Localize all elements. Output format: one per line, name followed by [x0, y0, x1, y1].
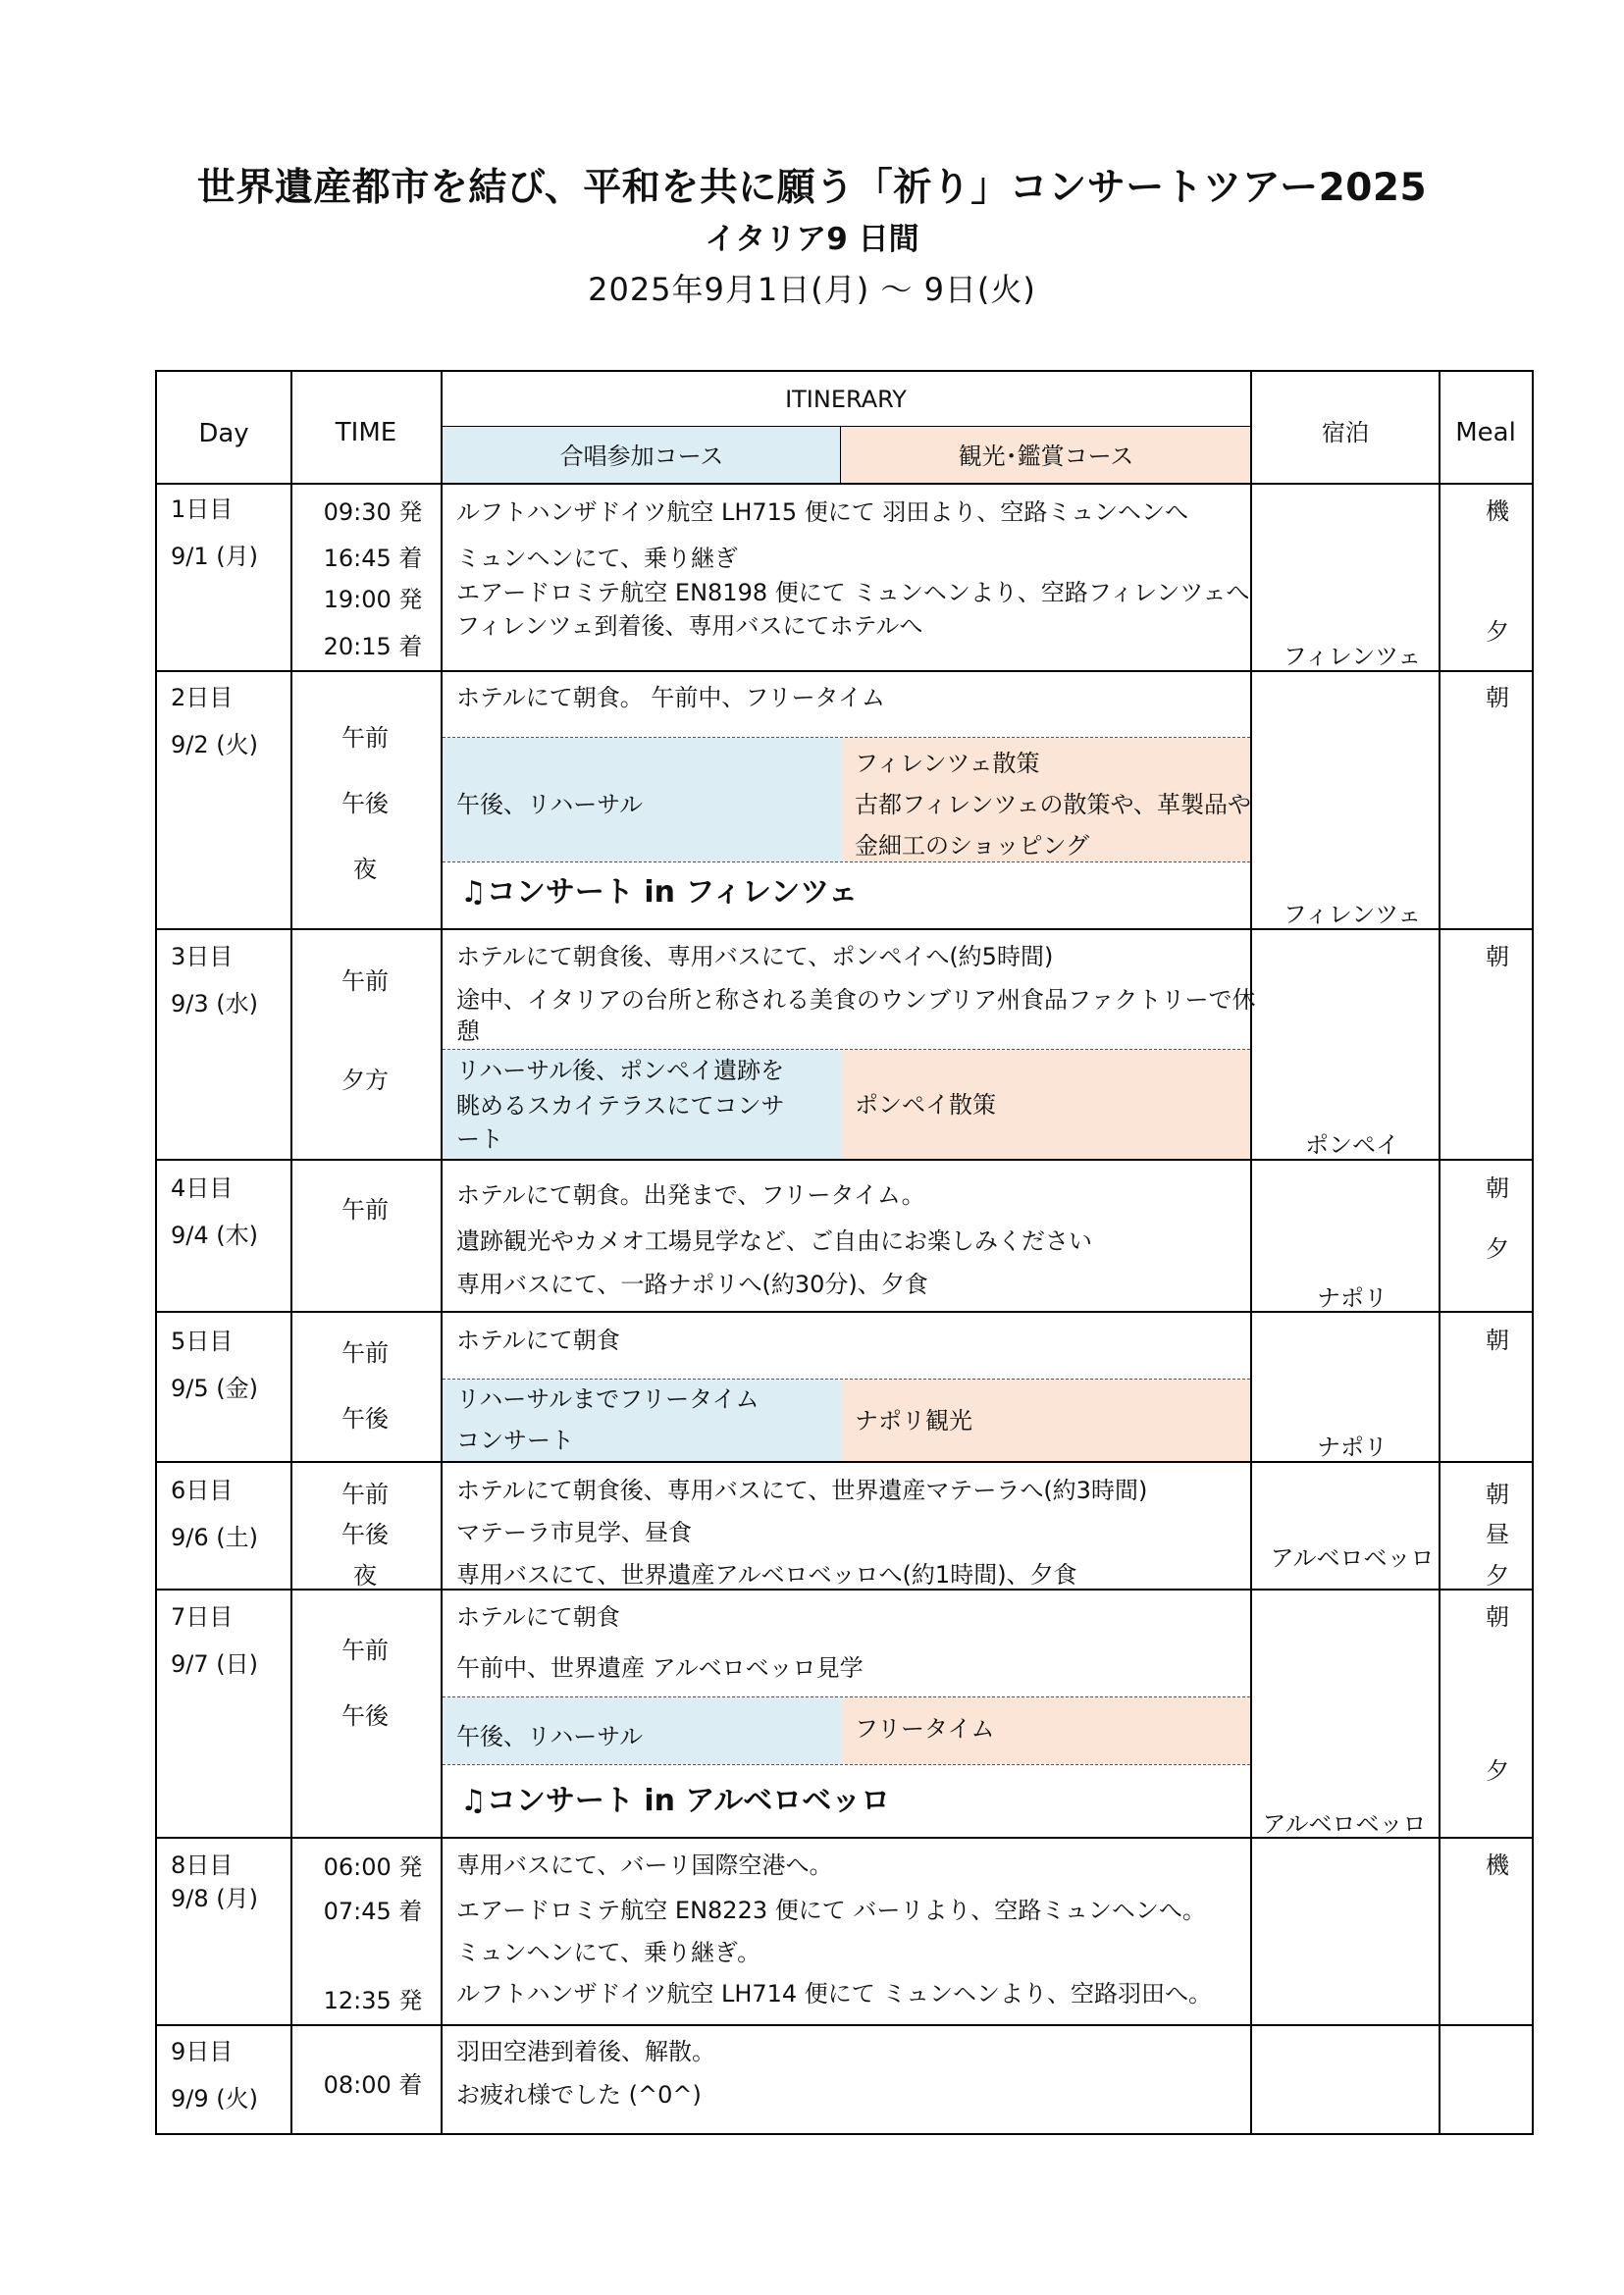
- itinerary-line: 専用バスにて、一路ナポリへ(約30分)、夕食: [456, 1271, 928, 1298]
- itinerary-line: ホテルにて朝食。出発まで、フリータイム。: [456, 1181, 925, 1209]
- stay-cell: フィレンツェ: [1283, 901, 1422, 928]
- row-divider-header: [155, 483, 1534, 485]
- col-divider-time-itinerary: [441, 370, 443, 2134]
- stay-cell: アルベロベッロ: [1262, 1810, 1427, 1838]
- row-divider-8: [155, 2024, 1534, 2026]
- tour-dates: 2025年9月1日(月) ～ 9日(火): [588, 271, 1036, 308]
- time-cell: 20:15 着: [323, 633, 423, 660]
- col-divider-stay-meal: [1439, 370, 1441, 2134]
- day5-dash-top: [443, 1379, 1250, 1380]
- col-divider-itinerary-stay: [1250, 370, 1252, 2134]
- row-divider-1: [155, 670, 1534, 672]
- row-divider-3: [155, 1159, 1534, 1161]
- itinerary-line: ホテルにて朝食: [456, 1327, 620, 1354]
- choir-course-text: リハーサルまでフリータイム: [456, 1385, 760, 1413]
- time-cell: 夜: [353, 1562, 377, 1590]
- itinerary-line: フィレンツェ到着後、専用バスにてホテルへ: [456, 612, 923, 640]
- table-border-bottom: [155, 2133, 1534, 2135]
- itinerary-line: 遺跡観光やカメオ工場見学など、ご自由にお楽しみください: [456, 1227, 1092, 1255]
- time-cell: 午前: [341, 1196, 389, 1224]
- day-date: 9/9 (火): [171, 2085, 258, 2112]
- itinerary-line: ホテルにて朝食後、専用バスにて、ポンペイへ(約5時間): [456, 943, 1054, 970]
- itinerary-line: お疲れ様でした (^0^): [456, 2081, 702, 2109]
- itinerary-line: ルフトハンザドイツ航空 LH715 便にて 羽田より、空路ミュンヘンへ: [456, 498, 1188, 526]
- sightseeing-course-text: ナポリ観光: [855, 1407, 972, 1434]
- time-cell: 06:00 発: [323, 1853, 423, 1881]
- table-border-left: [155, 370, 157, 2134]
- meal-cell: 昼: [1486, 1521, 1509, 1548]
- itinerary-line: エアードロミテ航空 EN8198 便にて ミュンヘンより、空路フィレンツェへ: [456, 579, 1250, 606]
- stay-cell: アルベロベッロ: [1270, 1544, 1435, 1572]
- stay-cell: ポンペイ: [1305, 1131, 1399, 1159]
- stay-cell: ナポリ: [1317, 1284, 1388, 1312]
- itinerary-line: 羽田空港到着後、解散。: [456, 2038, 715, 2065]
- day-date: 9/7 (日): [171, 1650, 258, 1678]
- header-day: Day: [198, 419, 249, 448]
- day-label: 9日目: [171, 2038, 234, 2065]
- day7-dash-bottom: [443, 1764, 1250, 1765]
- itinerary-line: ホテルにて朝食後、専用バスにて、世界遺産マテーラへ(約3時間): [456, 1477, 1148, 1504]
- itinerary-line: ルフトハンザドイツ航空 LH714 便にて ミュンヘンより、空路羽田へ。: [456, 1980, 1212, 2008]
- day-date: 9/8 (月): [171, 1885, 258, 1912]
- col-divider-day-time: [290, 370, 292, 2134]
- day-label: 8日目: [171, 1852, 234, 1879]
- day7-dash-top: [443, 1696, 1250, 1697]
- row-divider-2: [155, 928, 1534, 930]
- itinerary-line: ミュンヘンにて、乗り継ぎ。: [456, 1939, 761, 1966]
- itinerary-line: 専用バスにて、バーリ国際空港へ。: [456, 1852, 833, 1879]
- day-date: 9/3 (水): [171, 990, 258, 1017]
- concert-label: ♫コンサート in フィレンツェ: [460, 875, 859, 910]
- meal-cell: 朝: [1486, 1481, 1509, 1508]
- time-cell: 午後: [341, 1702, 389, 1730]
- time-cell: 19:00 発: [323, 586, 423, 613]
- time-cell: 午後: [341, 1521, 389, 1548]
- choir-course-text: ート: [456, 1125, 503, 1153]
- sightseeing-course-text: 古都フィレンツェの散策や、革製品や: [855, 791, 1252, 818]
- itinerary-line: 途中、イタリアの台所と称される美食のウンブリア州食品ファクトリーで休: [456, 986, 1256, 1014]
- choir-course-text: リハーサル後、ポンペイ遺跡を: [456, 1057, 785, 1084]
- header-course-divider: [840, 427, 841, 484]
- day-label: 1日目: [171, 496, 234, 523]
- time-cell: 夕方: [341, 1067, 389, 1094]
- time-cell: 16:45 着: [323, 545, 423, 572]
- day-label: 4日目: [171, 1174, 234, 1202]
- time-cell: 12:35 発: [323, 1987, 423, 2014]
- meal-cell: 朝: [1486, 1327, 1509, 1354]
- itinerary-line: ホテルにて朝食: [456, 1603, 620, 1631]
- concert-label: ♫コンサート in アルベロベッロ: [460, 1784, 891, 1818]
- row-divider-5: [155, 1461, 1534, 1463]
- choir-course-text: 午後、リハーサル: [456, 1723, 644, 1750]
- choir-course-text: コンサート: [456, 1427, 574, 1454]
- time-cell: 09:30 発: [323, 498, 423, 526]
- day-label: 3日目: [171, 943, 234, 970]
- choir-course-text: 眺めるスカイテラスにてコンサ: [456, 1092, 785, 1120]
- sightseeing-course-text: 金細工のショッピング: [855, 832, 1090, 860]
- time-cell: 午前: [341, 1481, 389, 1508]
- day-label: 5日目: [171, 1328, 234, 1355]
- table-border-top: [155, 370, 1534, 372]
- day-date: 9/4 (木): [171, 1222, 258, 1249]
- itinerary-line: 憩: [456, 1017, 480, 1045]
- day-date: 9/1 (月): [171, 543, 258, 570]
- day2-dash-top: [443, 737, 1250, 738]
- meal-cell: 機: [1486, 497, 1509, 525]
- meal-cell: 朝: [1486, 943, 1509, 970]
- meal-cell: 夕: [1486, 1757, 1509, 1785]
- meal-cell: 夕: [1486, 618, 1509, 646]
- header-course-choir: 合唱参加コース: [559, 443, 724, 470]
- day-label: 6日目: [171, 1477, 234, 1504]
- day-label: 7日目: [171, 1603, 234, 1631]
- day-date: 9/5 (金): [171, 1375, 258, 1402]
- meal-cell: 夕: [1486, 1235, 1509, 1263]
- header-itinerary-divider: [441, 426, 1251, 427]
- time-cell: 午後: [341, 790, 389, 817]
- itinerary-line: マテーラ市見学、昼食: [456, 1519, 692, 1546]
- time-cell: 07:45 着: [323, 1898, 423, 1925]
- page-title: 世界遺産都市を結び、平和を共に願う「祈り」コンサートツアー2025: [196, 166, 1428, 210]
- day-date: 9/6 (土): [171, 1524, 258, 1551]
- time-cell: 午前: [341, 724, 389, 752]
- time-cell: 夜: [353, 856, 377, 883]
- choir-course-text: 午後、リハーサル: [456, 791, 644, 818]
- time-cell: 08:00 着: [323, 2071, 423, 2099]
- sightseeing-course-text: フリータイム: [855, 1715, 995, 1743]
- itinerary-line: 専用バスにて、世界遺産アルベロベッロへ(約1時間)、夕食: [456, 1561, 1077, 1589]
- day3-dash-top: [443, 1049, 1250, 1050]
- header-meal: Meal: [1455, 418, 1516, 447]
- header-itinerary: ITINERARY: [785, 386, 907, 413]
- stay-cell: フィレンツェ: [1283, 643, 1422, 670]
- sightseeing-course-text: フィレンツェ散策: [855, 750, 1040, 777]
- day-date: 9/2 (火): [171, 731, 258, 758]
- day2-dash-bottom: [443, 861, 1250, 862]
- day-label: 2日目: [171, 684, 234, 711]
- header-stay: 宿泊: [1322, 419, 1369, 446]
- meal-cell: 夕: [1486, 1562, 1509, 1590]
- header-time: TIME: [335, 418, 397, 447]
- meal-cell: 機: [1486, 1852, 1509, 1879]
- itinerary-line: ミュンヘンにて、乗り継ぎ: [456, 545, 739, 572]
- time-cell: 午前: [341, 967, 389, 995]
- meal-cell: 朝: [1486, 684, 1509, 711]
- stay-cell: ナポリ: [1317, 1434, 1388, 1461]
- time-cell: 午前: [341, 1339, 389, 1367]
- time-cell: 午前: [341, 1637, 389, 1664]
- itinerary-line: エアードロミテ航空 EN8223 便にて バーリより、空路ミュンヘンへ。: [456, 1897, 1206, 1924]
- itinerary-line: ホテルにて朝食。 午前中、フリータイム: [456, 684, 885, 711]
- meal-cell: 朝: [1486, 1174, 1509, 1202]
- sightseeing-course-text: ポンペイ散策: [855, 1091, 996, 1119]
- time-cell: 午後: [341, 1405, 389, 1433]
- itinerary-line: 午前中、世界遺産 アルベロベッロ見学: [456, 1654, 864, 1682]
- header-course-sightseeing: 観光･鑑賞コース: [958, 443, 1134, 470]
- table-border-right: [1532, 370, 1534, 2134]
- meal-cell: 朝: [1486, 1603, 1509, 1631]
- page-subtitle: イタリア9 日間: [705, 222, 919, 257]
